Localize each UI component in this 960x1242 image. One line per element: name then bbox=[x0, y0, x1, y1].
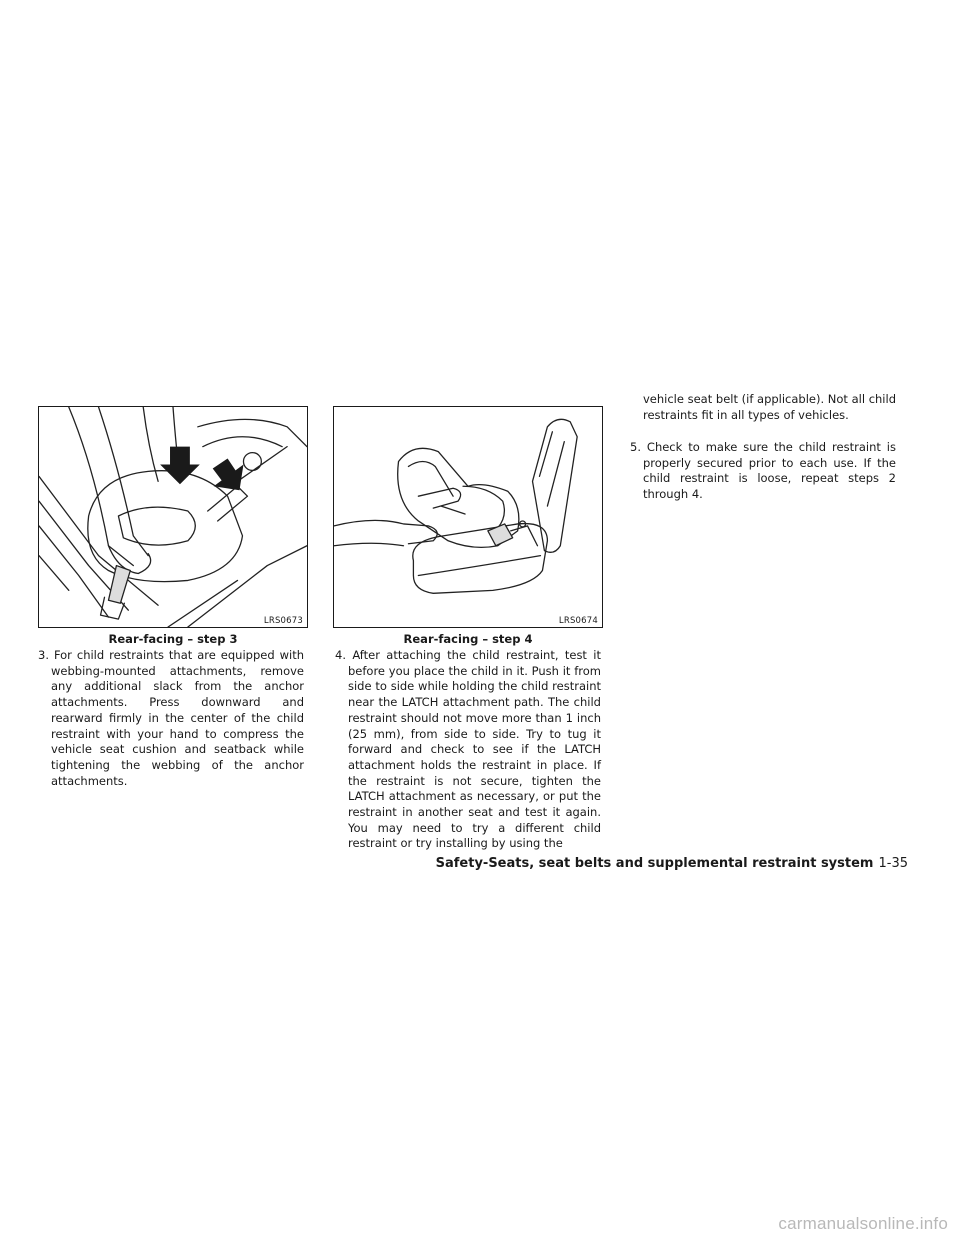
figure-code: LRS0673 bbox=[263, 616, 303, 626]
figure-code: LRS0674 bbox=[558, 616, 598, 626]
illustration-testing-child-seat bbox=[334, 407, 602, 627]
step-3-text: 3. For child restraints that are equipped with webbing-mounted attachments, remove any additional slack from the anchor attachments. Press downward and rearward firmly in the center of the child restraint with your hand to compress the vehicle seat cushion and seatback while tightening the webbing of the anchor attachments. bbox=[38, 648, 304, 788]
step-4-continued-text: vehicle seat belt (if applicable). Not all child restraints fit in all types of vehicles. bbox=[643, 392, 896, 422]
watermark-text: carmanualsonline.info bbox=[778, 1214, 948, 1233]
page-footer bbox=[436, 856, 908, 871]
figure-rear-facing-step-4 bbox=[333, 406, 603, 628]
figure-rear-facing-step-3 bbox=[38, 406, 308, 628]
step-5-text: 5. Check to make sure the child restraint is properly secured prior to each use. If the child restraint is loose, repeat steps 2 through 4. bbox=[630, 440, 896, 502]
footer-section-title: Safety-Seats, seat belts and supplemental restraint system bbox=[435, 856, 874, 871]
illustration-hands-pressing-child-seat bbox=[39, 407, 307, 627]
step-4-text: 4. After attaching the child restraint, test it before you place the child in it. Push it from side to side while holding the child restraint near the LATCH attachment path. The child restraint should not move more than 1 inch (25 mm), from side to side. Try to tug it forward and check to see if the LATCH attachment holds the restraint in place. If the restraint is not secure, tighten the LATCH attachment as necessary, or put the restraint in another seat and test it again. You may need to try a different child restraint or try installing by using the bbox=[335, 648, 601, 851]
page-number: 1-35 bbox=[878, 856, 908, 871]
figure-caption: Rear-facing – step 4 bbox=[403, 632, 533, 646]
figure-caption: Rear-facing – step 3 bbox=[108, 632, 238, 646]
